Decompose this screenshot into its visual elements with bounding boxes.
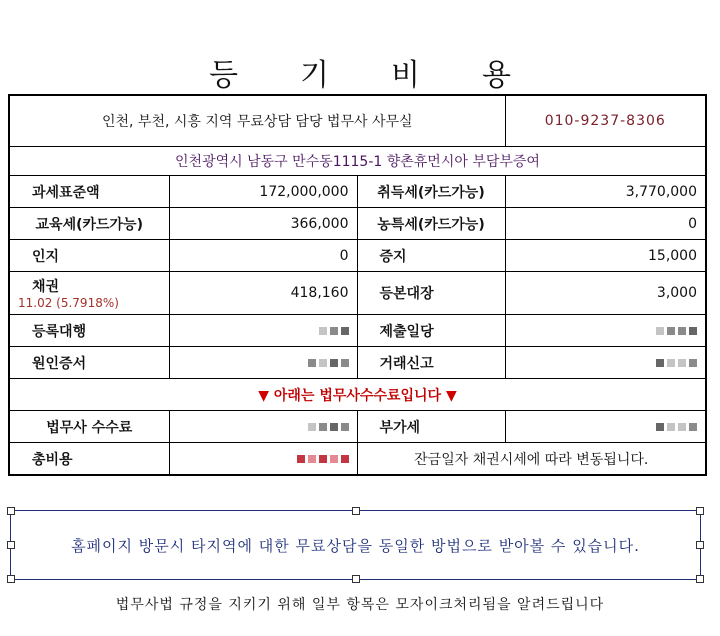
legal-fee-label: 법무사 수수료 — [9, 411, 169, 443]
table-row — [9, 208, 706, 240]
property-address: 인천광역시 남동구 만수동1115-1 향촌휴먼시아 부담부증여 — [9, 147, 706, 176]
education-tax-label: 교육세(카드가능) — [9, 208, 169, 240]
mosaic-blur — [308, 423, 349, 431]
bond-label: 채권 — [32, 279, 60, 295]
resize-handle[interactable] — [7, 507, 15, 515]
vat-value — [505, 411, 706, 443]
header-row — [9, 95, 706, 147]
submission-allowance-value — [505, 315, 706, 347]
mosaic-disclaimer: 법무사법 규정을 지키기 위해 일부 항목은 모자이크처리됨을 알려드립니다 — [115, 597, 605, 613]
rural-tax-value: 0 — [505, 208, 706, 240]
resize-handle[interactable] — [7, 575, 15, 583]
mosaic-blur — [656, 327, 697, 335]
table-row — [9, 272, 706, 315]
resize-handle[interactable] — [352, 575, 360, 583]
transaction-report-label: 거래신고 — [357, 347, 505, 379]
resize-handle[interactable] — [696, 507, 704, 515]
triangle-down-icon: ▼ — [445, 387, 457, 404]
fee-notice — [9, 379, 706, 411]
total-label: 총비용 — [9, 443, 169, 476]
phone-number: 010-9237-8306 — [505, 95, 706, 147]
registration-agent-label: 등록대행 — [9, 315, 169, 347]
notice-row — [9, 379, 706, 411]
table-row — [9, 240, 706, 272]
stamp-label: 인지 — [9, 240, 169, 272]
fee-notice-text: 아래는 법무사수수료입니다 — [273, 387, 442, 404]
mosaic-blur — [656, 423, 697, 431]
address-row — [9, 147, 706, 176]
page-title: 등기비용 — [209, 58, 573, 93]
total-note: 잔금일자 채권시세에 따라 변동됩니다. — [357, 443, 706, 476]
mosaic-blur — [297, 455, 349, 463]
education-tax-value: 366,000 — [169, 208, 357, 240]
bond-cell — [9, 272, 169, 315]
table-row — [9, 315, 706, 347]
resize-handle[interactable] — [696, 541, 704, 549]
info-textbox[interactable] — [10, 510, 701, 580]
resize-handle[interactable] — [7, 541, 15, 549]
cause-document-value — [169, 347, 357, 379]
table-row — [9, 443, 706, 476]
vat-label: 부가세 — [357, 411, 505, 443]
resize-handle[interactable] — [696, 575, 704, 583]
transaction-report-value — [505, 347, 706, 379]
total-value — [169, 443, 357, 476]
certificate-stamp-value: 15,000 — [505, 240, 706, 272]
acquisition-tax-label: 취득세(카드가능) — [357, 176, 505, 208]
info-text: 홈페이지 방문시 타지역에 대한 무료상담을 동일한 방법으로 받아볼 수 있습니다. — [71, 536, 640, 555]
tax-base-value: 172,000,000 — [169, 176, 357, 208]
mosaic-blur — [308, 359, 349, 367]
registration-agent-value — [169, 315, 357, 347]
submission-allowance-label: 제출일당 — [357, 315, 505, 347]
bond-rate: 11.02 (5.7918%) — [18, 296, 119, 310]
resize-handle[interactable] — [352, 507, 360, 515]
mosaic-blur — [656, 359, 697, 367]
cause-document-label: 원인증서 — [9, 347, 169, 379]
rural-tax-label: 농특세(카드가능) — [357, 208, 505, 240]
tax-base-label: 과세표준액 — [9, 176, 169, 208]
table-row — [9, 347, 706, 379]
copy-value: 3,000 — [505, 272, 706, 315]
triangle-down-icon: ▼ — [258, 387, 270, 404]
registration-cost-table — [8, 94, 707, 476]
acquisition-tax-value: 3,770,000 — [505, 176, 706, 208]
certificate-stamp-label: 증지 — [357, 240, 505, 272]
mosaic-blur — [319, 327, 349, 335]
table-row — [9, 176, 706, 208]
bond-value: 418,160 — [169, 272, 357, 315]
copy-label: 등본대장 — [357, 272, 505, 315]
stamp-value: 0 — [169, 240, 357, 272]
legal-fee-value — [169, 411, 357, 443]
table-row — [9, 411, 706, 443]
office-name: 인천, 부천, 시흥 지역 무료상담 담당 법무사 사무실 — [9, 95, 505, 147]
